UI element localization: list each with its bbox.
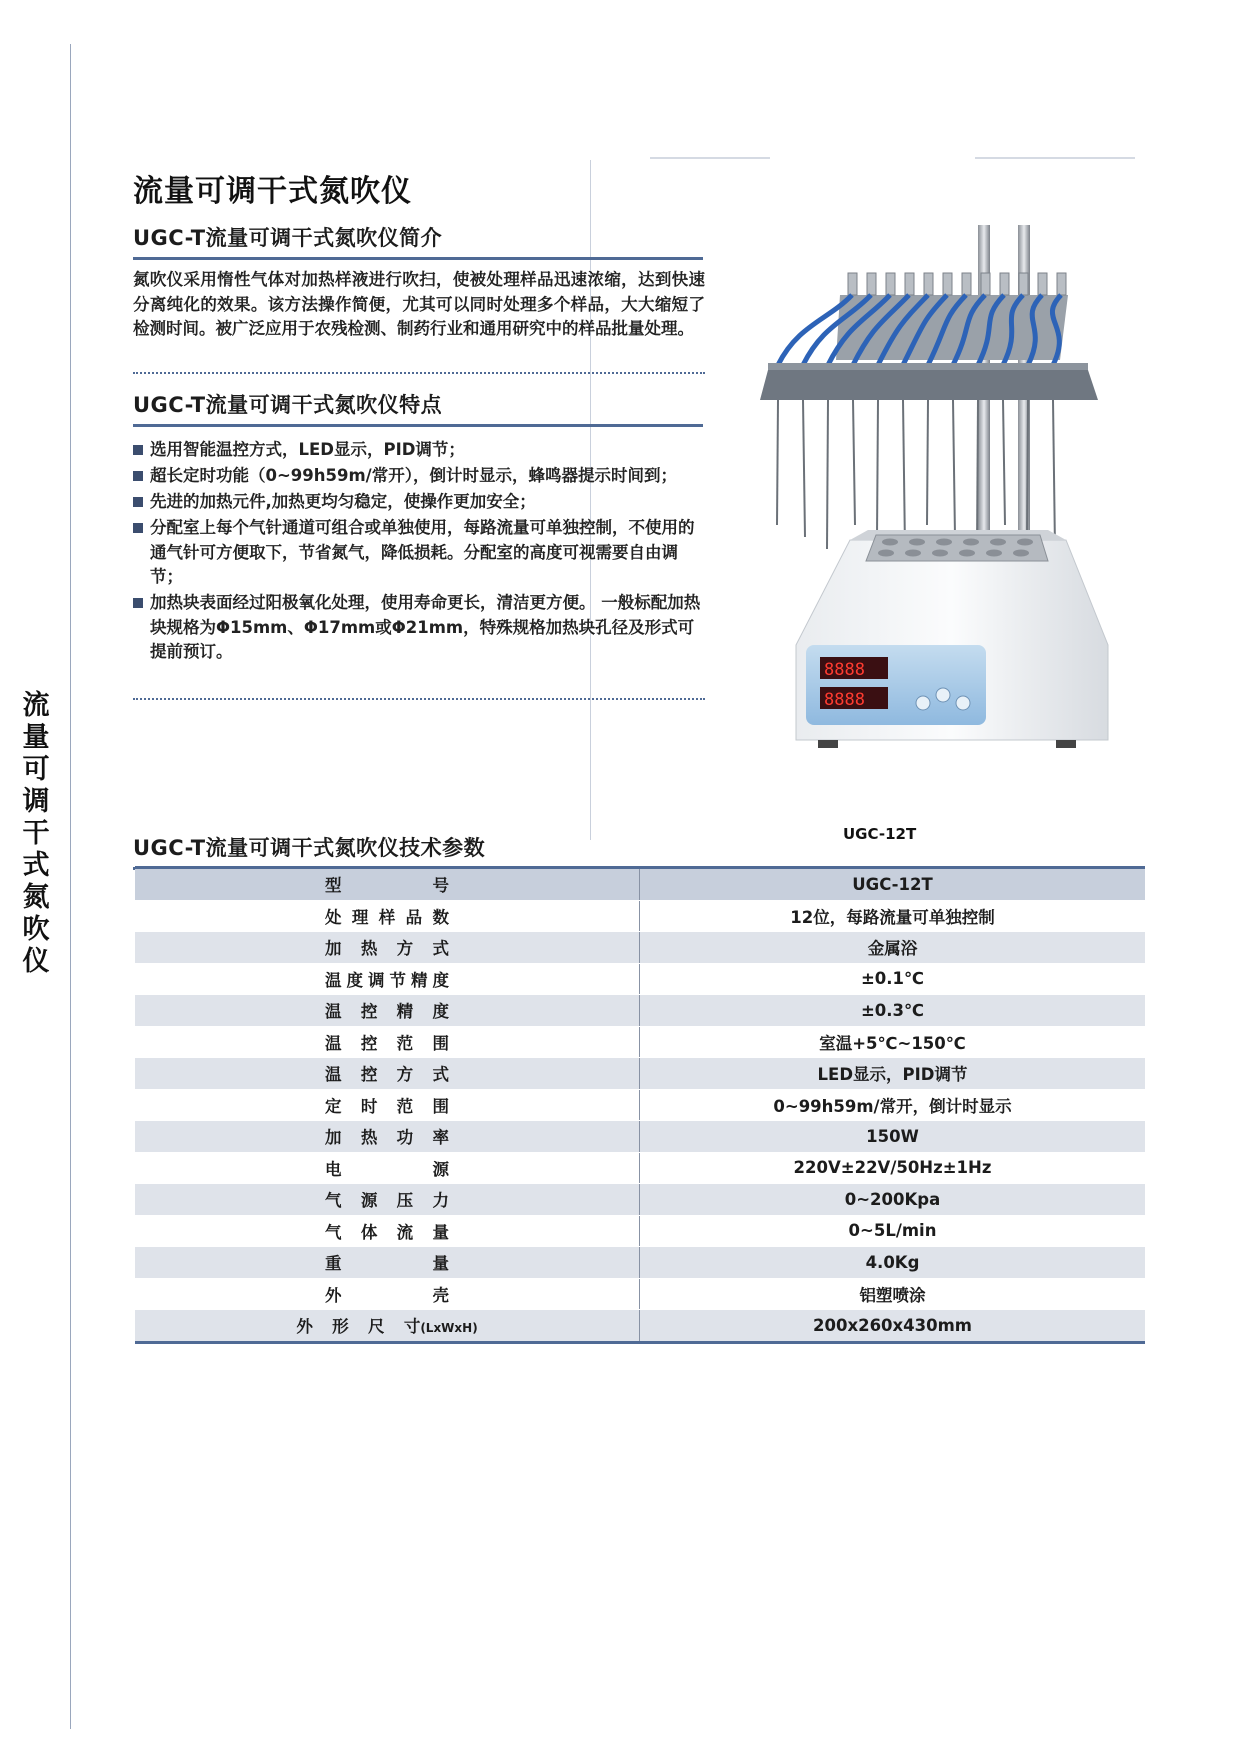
spec-label: 加热方式	[325, 939, 449, 959]
flow-valve	[981, 273, 990, 295]
spec-value: 12位，每路流量可单独控制	[640, 900, 1146, 932]
table-row	[135, 1184, 1145, 1216]
sample-well	[959, 550, 975, 557]
gas-needle	[927, 400, 928, 525]
spec-label-cell	[135, 1247, 640, 1279]
feature-item	[133, 591, 708, 665]
side-title-char: 可	[22, 754, 50, 785]
spec-value: ±0.3℃	[640, 995, 1146, 1027]
spec-label-cell	[135, 995, 640, 1027]
spec-label: 外形尺寸	[296, 1317, 421, 1337]
gas-needle	[903, 400, 905, 549]
spec-value: 铝塑喷涂	[640, 1278, 1146, 1310]
gas-needle	[1003, 400, 1005, 525]
square-bullet-icon	[133, 523, 143, 533]
spec-value: 0~200Kpa	[640, 1184, 1146, 1216]
spec-label: 电源	[325, 1159, 449, 1179]
vertical-side-title	[20, 690, 52, 978]
square-bullet-icon	[133, 445, 143, 455]
sample-well	[909, 539, 925, 546]
flow-valve	[1019, 273, 1028, 295]
sample-well	[1013, 550, 1029, 557]
spec-label-unit: (LxWxH)	[420, 1321, 478, 1336]
product-image	[748, 225, 1128, 825]
timer-readout: 8888	[824, 690, 865, 710]
features-list	[133, 438, 708, 666]
side-title-char: 式	[22, 850, 50, 881]
spec-label: 温控方式	[325, 1065, 449, 1085]
table-row	[135, 1310, 1145, 1343]
gas-needle	[777, 400, 778, 525]
sample-well	[1017, 539, 1033, 546]
spec-label: 外壳	[325, 1285, 449, 1305]
specs-heading: UGC-T流量可调干式氮吹仪技术参数	[133, 832, 703, 870]
temperature-readout: 8888	[824, 660, 865, 680]
dotted-divider	[133, 698, 705, 700]
spec-label: 处理样品数	[325, 907, 449, 927]
flow-valve	[905, 273, 914, 295]
dotted-divider	[133, 372, 705, 374]
side-title-char: 仪	[22, 946, 50, 977]
page-title: 流量可调干式氮吹仪	[133, 174, 412, 209]
gas-needle	[827, 400, 828, 549]
side-title-char: 氮	[22, 882, 50, 913]
sample-well	[963, 539, 979, 546]
spec-label-cell	[135, 1026, 640, 1058]
flow-valve	[867, 273, 876, 295]
spec-label: 加热功率	[325, 1128, 449, 1148]
spec-label: 定时范围	[325, 1096, 449, 1116]
spec-value: 0~5L/min	[640, 1215, 1146, 1247]
spec-label: 型号	[325, 876, 449, 896]
sample-well	[878, 550, 894, 557]
valve-row	[848, 273, 1066, 295]
table-row	[135, 995, 1145, 1027]
feature-text: 选用智能温控方式，LED显示，PID调节；	[150, 440, 465, 459]
table-row	[135, 963, 1145, 995]
square-bullet-icon	[133, 471, 143, 481]
feature-text: 分配室上每个气针通道可组合或单独使用，每路流量可单独控制，不使用的通气针可方便取下，节省氮气，降低损耗。分配室的高度可视需要自由调节；	[150, 518, 695, 586]
sample-well	[936, 539, 952, 546]
spec-value: 0~99h59m/常开，倒计时显示	[640, 1089, 1146, 1121]
spec-value: 150W	[640, 1121, 1146, 1153]
feature-text: 加热块表面经过阳极氧化处理，使用寿命更长，清洁更方便。 一般标配加热块规格为Φ15mm、Φ17mm或Φ21mm，特殊规格加热块孔径及形式可提前预订。	[150, 593, 701, 661]
feature-item	[133, 490, 708, 515]
table-row	[135, 1089, 1145, 1121]
side-title-char: 调	[22, 786, 50, 817]
table-row	[135, 1026, 1145, 1058]
flow-valve	[962, 273, 971, 295]
flow-valve	[886, 273, 895, 295]
spec-value: ±0.1℃	[640, 963, 1146, 995]
flow-valve	[1057, 273, 1066, 295]
gas-needle	[853, 400, 855, 525]
flow-valve	[924, 273, 933, 295]
spec-label-cell	[135, 1215, 640, 1247]
spec-label: 温度调节精度	[325, 970, 449, 990]
feature-text: 超长定时功能（0~99h59m/常开），倒计时显示，蜂鸣器提示时间到；	[150, 466, 677, 485]
spec-label-cell	[135, 1184, 640, 1216]
spec-label-cell	[135, 1152, 640, 1184]
spec-value: 220V±22V/50Hz±1Hz	[640, 1152, 1146, 1184]
flow-valve	[1038, 273, 1047, 295]
table-row	[135, 1152, 1145, 1184]
gas-needle	[953, 400, 955, 537]
spec-label-cell	[135, 1278, 640, 1310]
spec-table	[135, 866, 1145, 1344]
spec-label-cell	[135, 1089, 640, 1121]
side-title-char: 流	[22, 690, 50, 721]
spec-value: LED显示，PID调节	[640, 1058, 1146, 1090]
square-bullet-icon	[133, 497, 143, 507]
spec-label-cell	[135, 1121, 640, 1153]
gas-needle	[803, 400, 805, 537]
square-bullet-icon	[133, 598, 143, 608]
table-row	[135, 1215, 1145, 1247]
gas-needle	[1027, 400, 1028, 537]
spec-label-cell	[135, 900, 640, 932]
manifold-shelf	[760, 370, 1098, 400]
spec-value: 金属浴	[640, 932, 1146, 964]
spec-label: 气体流量	[325, 1222, 449, 1242]
spec-label: 重量	[325, 1254, 449, 1274]
top-decor-rule	[975, 157, 1135, 159]
sample-well	[882, 539, 898, 546]
feature-item	[133, 438, 708, 463]
intro-heading: UGC-T流量可调干式氮吹仪简介	[133, 222, 703, 260]
spec-label-cell	[135, 1058, 640, 1090]
sample-well	[990, 539, 1006, 546]
gas-needle	[877, 400, 878, 537]
side-title-char: 量	[22, 722, 50, 753]
spec-value: UGC-12T	[640, 868, 1146, 901]
sample-well	[905, 550, 921, 557]
spec-label: 温控范围	[325, 1033, 449, 1053]
spec-value: 4.0Kg	[640, 1247, 1146, 1279]
product-caption: UGC-12T	[843, 825, 917, 843]
side-title-char: 吹	[22, 914, 50, 945]
table-row	[135, 900, 1145, 932]
spec-value: 200x260x430mm	[640, 1310, 1146, 1343]
spec-label-cell	[135, 932, 640, 964]
spec-label-cell	[135, 868, 640, 901]
left-margin-rule	[70, 44, 71, 1729]
spec-label: 气源压力	[325, 1191, 449, 1211]
feature-item	[133, 516, 708, 590]
sample-well	[986, 550, 1002, 557]
intro-paragraph: 氮吹仪采用惰性气体对加热样液进行吹扫，使被处理样品迅速浓缩，达到快速分离纯化的效果。该方法操作简便，尤其可以同时处理多个样品，大大缩短了检测时间。被广泛应用于农残检测、制药行业和通用研究中的样品批量处理。	[133, 270, 705, 338]
table-row	[135, 1121, 1145, 1153]
sample-well	[932, 550, 948, 557]
feature-item	[133, 464, 708, 489]
spec-label-cell	[135, 1310, 640, 1343]
spec-label: 温控精度	[325, 1002, 449, 1022]
gas-needles	[777, 400, 1055, 549]
flow-valve	[943, 273, 952, 295]
table-header-row	[135, 868, 1145, 901]
top-decor-rule	[650, 157, 770, 159]
gas-needle	[977, 400, 978, 549]
spec-label-cell	[135, 963, 640, 995]
side-title-char: 干	[22, 818, 50, 849]
spec-value: 室温+5℃~150℃	[640, 1026, 1146, 1058]
gas-needle	[1053, 400, 1055, 549]
flow-valve	[848, 273, 857, 295]
feature-text: 先进的加热元件,加热更均匀稳定，使操作更加安全；	[150, 492, 536, 511]
flow-valve	[1000, 273, 1009, 295]
table-row	[135, 1247, 1145, 1279]
table-row	[135, 932, 1145, 964]
table-row	[135, 1058, 1145, 1090]
features-heading: UGC-T流量可调干式氮吹仪特点	[133, 389, 703, 427]
table-row	[135, 1278, 1145, 1310]
